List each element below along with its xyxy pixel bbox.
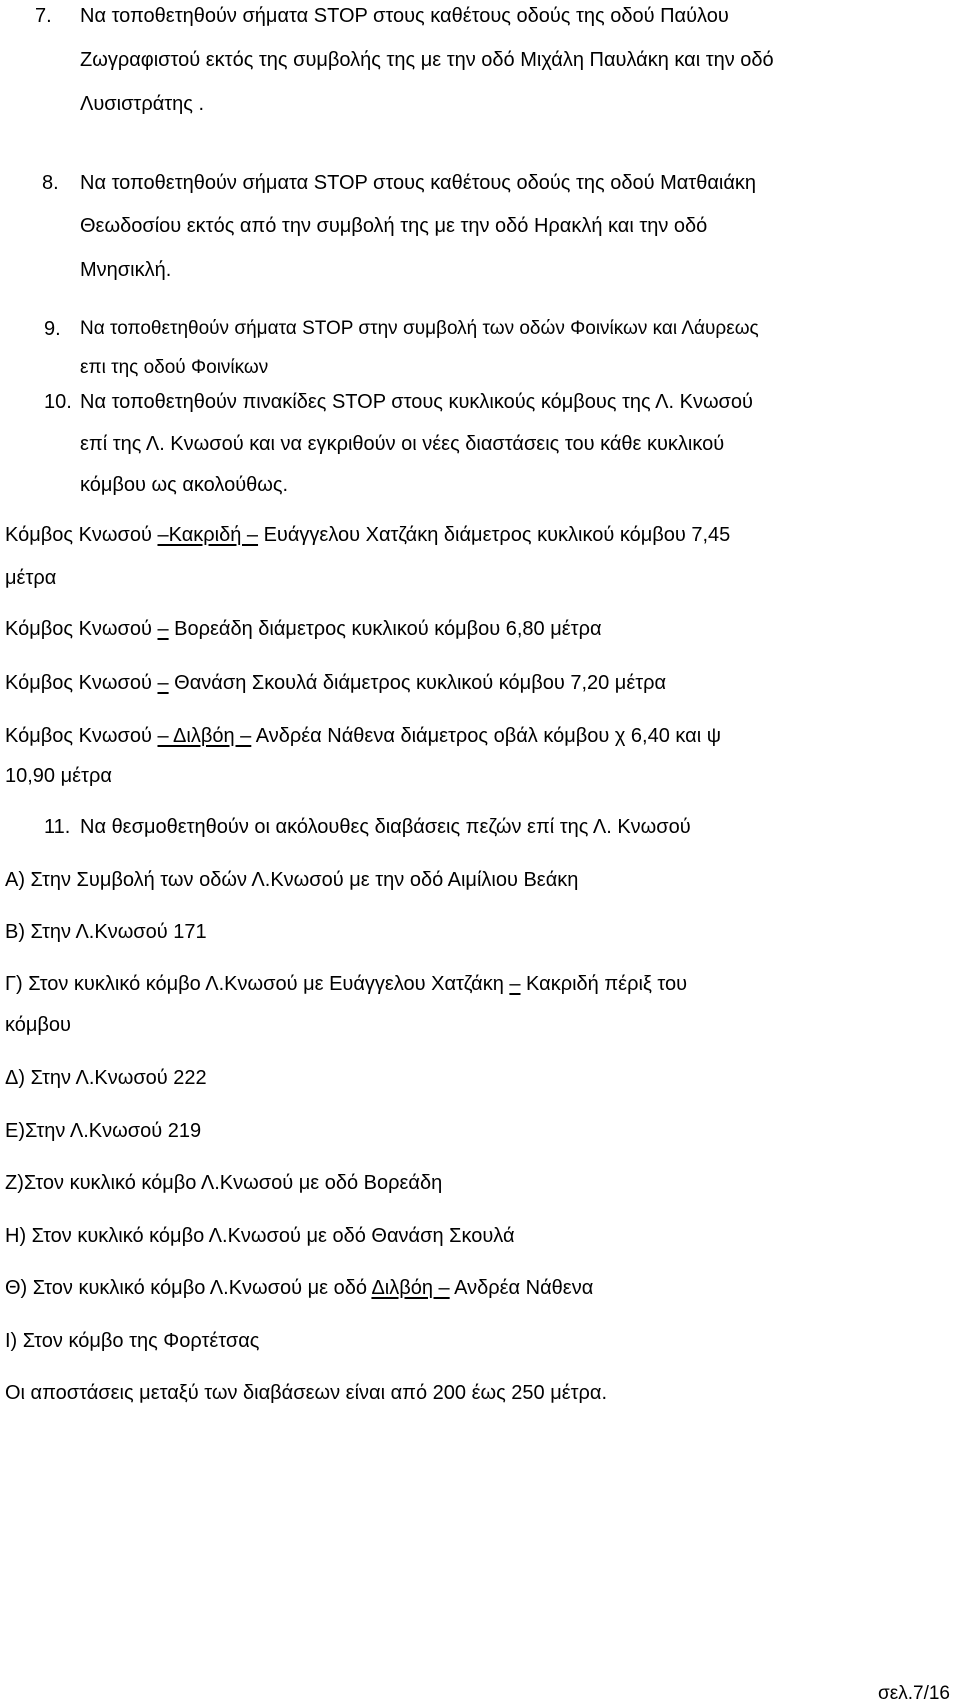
roundabout-3-part-1: Κόμβος Κνωσού (5, 672, 158, 694)
page-number: σελ.7/16 (878, 1683, 950, 1704)
item-10-number: 10. (44, 391, 72, 413)
roundabout-3-part-2: – (157, 672, 169, 694)
roundabout-4-line-2: 10,90 μέτρα (5, 765, 112, 787)
roundabout-2-part-1: Κόμβος Κνωσού (5, 618, 158, 640)
item-11-text: Να θεσμοθετηθούν οι ακόλουθες διαβάσεις πεζών επί της Λ. Κνωσού (80, 816, 691, 838)
roundabout-2 (5, 617, 602, 641)
crossing-d: Δ) Στην Λ.Κνωσού 222 (5, 1067, 207, 1089)
item-8-line-2: Θεωδοσίου εκτός από την συμβολή της με την οδό Ηρακλή και την οδό (80, 215, 708, 237)
crossing-th-part-3: Ανδρέα Νάθενα (449, 1277, 594, 1299)
roundabout-3 (5, 671, 666, 695)
roundabout-4-part-1: Κόμβος Κνωσού (5, 725, 158, 747)
crossing-g-part-2: – (509, 973, 521, 995)
item-9-line-1: Να τοποθετηθούν σήματα STOP στην συμβολή των οδών Φοινίκων και Λάυρεως (80, 318, 759, 339)
roundabout-1-line-1 (5, 523, 730, 547)
crossing-th-part-2: Διλβόη – (371, 1277, 450, 1299)
roundabout-4-part-3: Ανδρέα Νάθενα διάμετρος οβάλ κόμβου χ 6,40 και ψ (251, 725, 721, 747)
roundabout-2-part-2: – (157, 618, 169, 640)
crossing-i: Ι) Στον κόμβο της Φορτέτσας (5, 1330, 260, 1352)
roundabout-1-part-1: Κόμβος Κνωσού (5, 524, 158, 546)
crossing-g-line-1 (5, 972, 687, 996)
crossing-g-part-3: Κακριδή πέριξ του (520, 973, 688, 995)
item-10-line-2: επί της Λ. Κνωσού και να εγκριθούν οι νέες διαστάσεις του κάθε κυκλικού (80, 433, 725, 455)
item-8-line-3: Μνησικλή. (80, 259, 172, 281)
roundabout-1-part-3: Ευάγγελου Χατζάκη διάμετρος κυκλικού κόμβου 7,45 (258, 524, 731, 546)
item-10-line-1: Να τοποθετηθούν πινακίδες STOP στους κυκλικούς κόμβους της Λ. Κνωσού (80, 391, 753, 413)
crossing-th-part-1: Θ) Στον κυκλικό κόμβο Λ.Κνωσού με οδό (5, 1277, 372, 1299)
item-10-line-3: κόμβου ως ακολούθως. (80, 474, 289, 496)
item-7-line-3: Λυσιστράτης . (80, 93, 205, 115)
item-8-number: 8. (42, 172, 59, 194)
roundabout-1-part-2: –Κακριδή – (157, 524, 259, 546)
crossing-b: Β) Στην Λ.Κνωσού 171 (5, 921, 207, 943)
roundabout-4-line-1 (5, 724, 721, 748)
item-7-line-1: Να τοποθετηθούν σήματα STOP στους καθέτους οδούς της οδού Παύλου (80, 5, 729, 27)
item-7-number: 7. (35, 5, 52, 27)
roundabout-2-part-3: Βορεάδη διάμετρος κυκλικού κόμβου 6,80 μέτρα (168, 618, 602, 640)
closing-sentence: Οι αποστάσεις μεταξύ των διαβάσεων είναι από 200 έως 250 μέτρα. (5, 1382, 608, 1404)
roundabout-3-part-3: Θανάση Σκουλά διάμετρος κυκλικού κόμβου 7,20 μέτρα (168, 672, 667, 694)
crossing-g-part-1: Γ) Στον κυκλικό κόμβο Λ.Κνωσού με Ευάγγελου Χατζάκη (5, 973, 510, 995)
item-11-number: 11. (44, 816, 71, 838)
crossing-z: Ζ)Στον κυκλικό κόμβο Λ.Κνωσού με οδό Βορεάδη (5, 1172, 443, 1194)
crossing-h: Η) Στον κυκλικό κόμβο Λ.Κνωσού με οδό Θανάση Σκουλά (5, 1225, 515, 1247)
crossing-a: Α) Στην Συμβολή των οδών Λ.Κνωσού με την οδό Αιμίλιου Βεάκη (5, 869, 579, 891)
item-8-line-1: Να τοποθετηθούν σήματα STOP στους καθέτους οδούς της οδού Ματθαιάκη (80, 172, 757, 194)
roundabout-4-part-2: – Διλβόη – (157, 725, 252, 747)
item-9-line-2: επι της οδού Φοινίκων (80, 357, 269, 378)
crossing-g-line-2: κόμβου (5, 1014, 71, 1036)
crossing-th (5, 1276, 593, 1300)
roundabout-1-line-2: μέτρα (5, 567, 57, 589)
item-7-line-2: Ζωγραφιστού εκτός της συμβολής της με την οδό Μιχάλη Παυλάκη και την οδό (80, 49, 774, 71)
item-9-number: 9. (44, 318, 61, 340)
crossing-e: Ε)Στην Λ.Κνωσού 219 (5, 1120, 202, 1142)
